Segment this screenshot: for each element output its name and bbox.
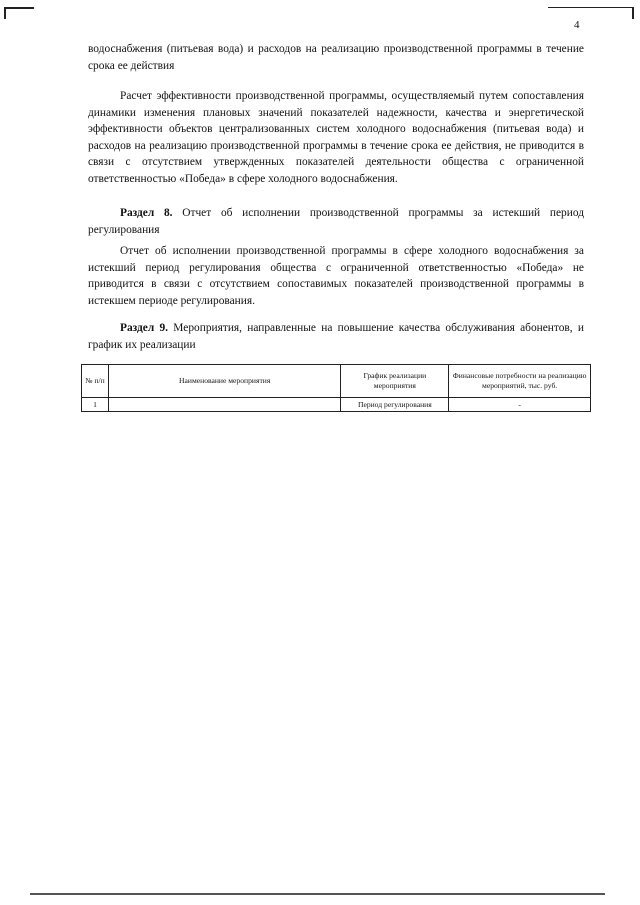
cell-finance: -: [449, 398, 591, 412]
section-9-heading: [88, 320, 584, 353]
paragraph-continuation: водоснабжения (питьевая вода) и расходов на реализацию производственной программы в течение срока ее действия: [88, 43, 584, 72]
section-9-label: Раздел 9.: [120, 322, 169, 334]
cell-name: [108, 398, 340, 412]
table-header-row: [82, 365, 591, 398]
scan-border-top-left: [4, 7, 6, 19]
section-8-label: Раздел 8.: [120, 207, 173, 219]
header-schedule: График реализации мероприятия: [341, 365, 449, 398]
measures-table: [81, 364, 591, 412]
section-8-heading: [88, 205, 584, 238]
scan-border-top-right: [548, 7, 634, 8]
scan-border-top-left: [4, 7, 34, 9]
cell-schedule: Период регулирования: [341, 398, 449, 412]
cell-num: 1: [82, 398, 109, 412]
header-name: Наименование мероприятия: [108, 365, 340, 398]
paragraph-report: Отчет об исполнении производственной программы в сфере холодного водоснабжения за истекший период регулирования общества с ограниченной ответственностью «Победа» не приводится в связи с отсутствием сопоставимых показателей производственной программы в истекшем периоде регулирования.: [88, 245, 584, 307]
header-num: № п/п: [82, 365, 109, 398]
section-8-title: Отчет об исполнении производственной программы за истекший период регулирования: [88, 207, 584, 236]
scan-border-bottom: [30, 893, 605, 895]
header-finance: Финансовые потребности на реализацию мероприятий, тыс. руб.: [449, 365, 591, 398]
table-row: [82, 398, 591, 412]
page-number: 4: [574, 19, 580, 31]
scan-border-top-right: [632, 7, 634, 19]
section-9-title: Мероприятия, направленные на повышение качества обслуживания абонентов, и график их реализации: [88, 322, 584, 351]
paragraph-efficiency: Расчет эффективности производственной программы, осуществляемый путем сопоставления динамики изменения плановых значений показателей надежности, качества и энергетической эффективности объектов централизованных систем холодного водоснабжения (питьевая вода) и расходов на реализацию производственной программы в течение срока ее действия, не приводится в связи с отсутствием утвержденных показателей деятельности общества с ограниченной ответственностью «Победа» в сфере холодного водоснабжения.: [88, 90, 584, 185]
